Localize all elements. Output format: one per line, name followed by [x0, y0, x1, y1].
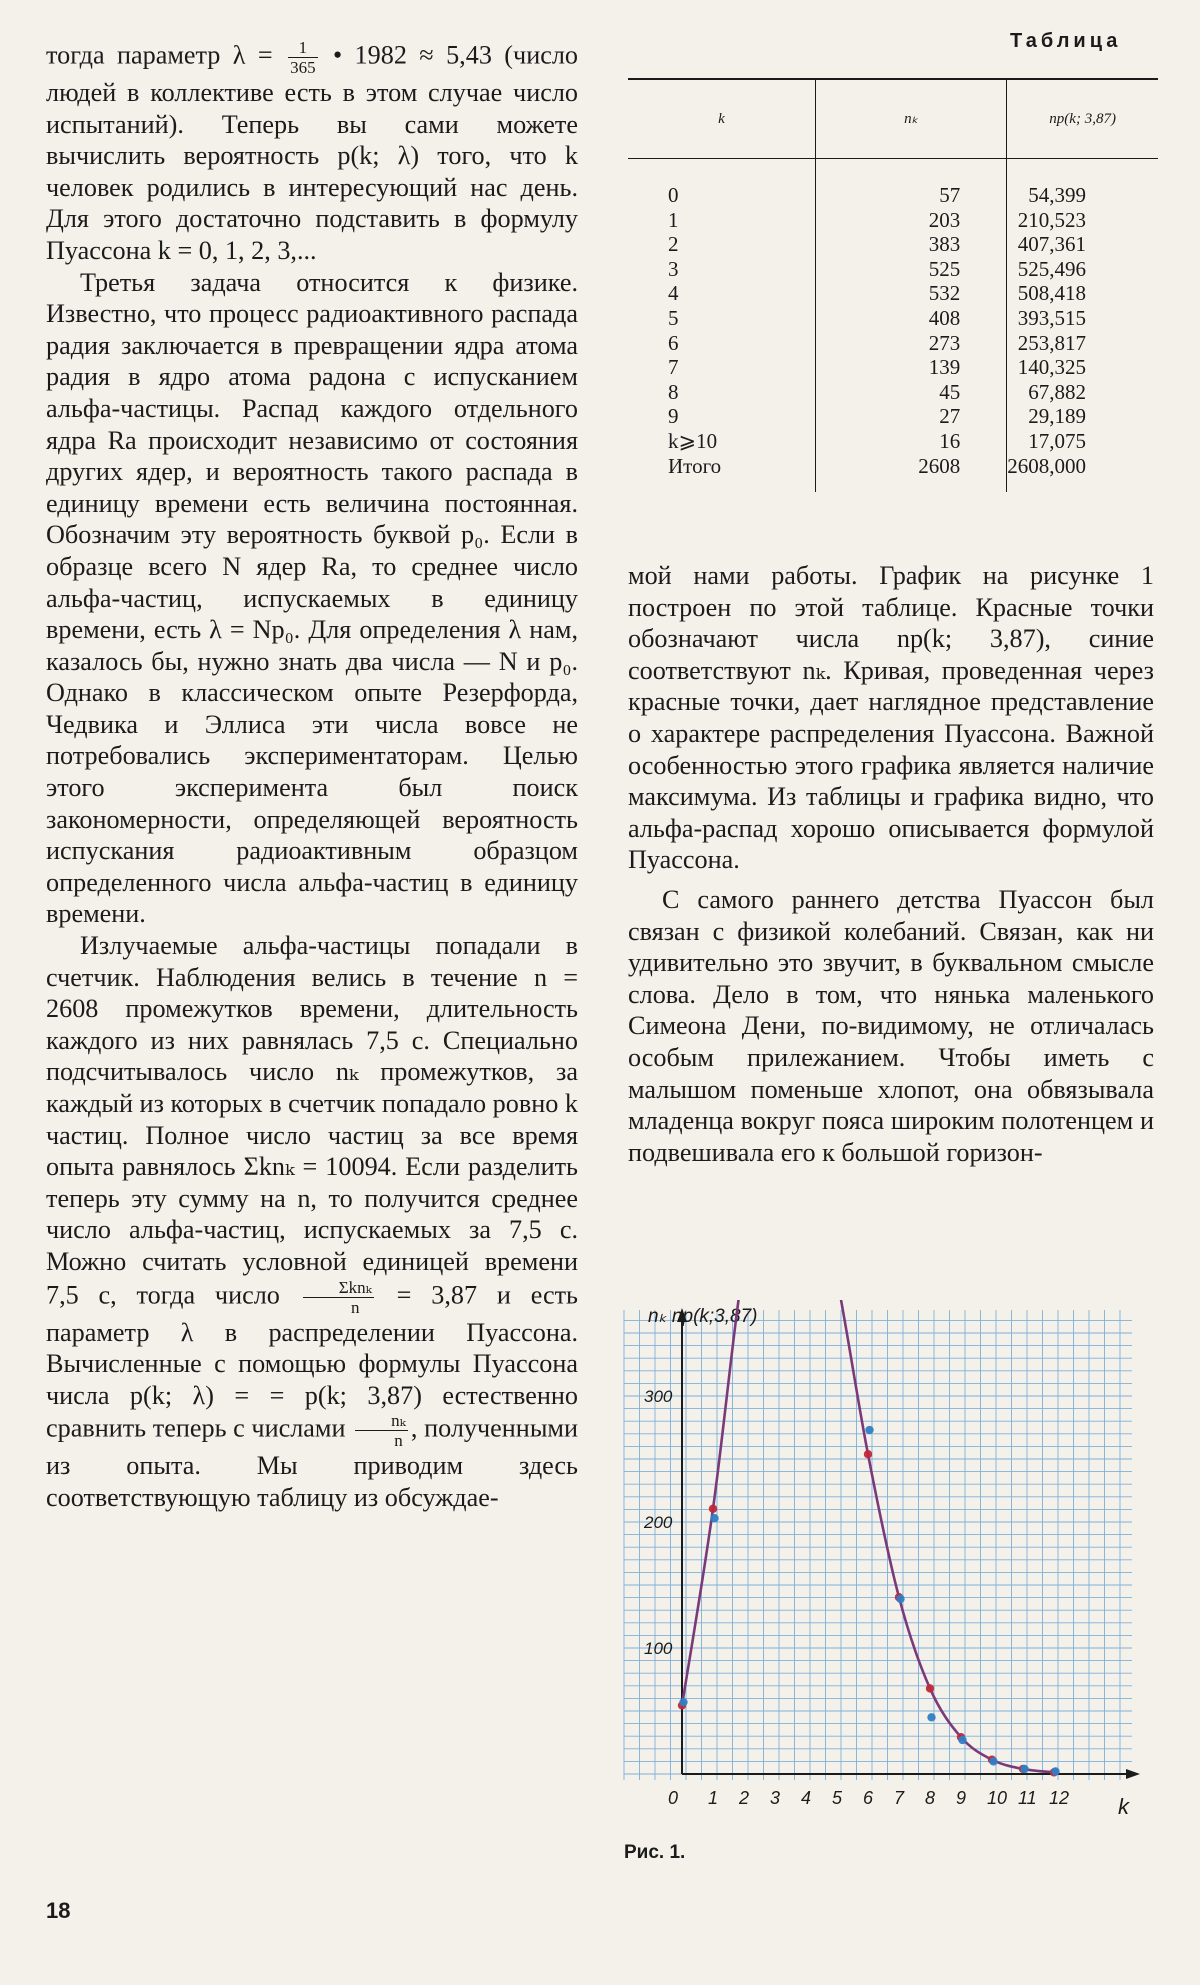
table-body [628, 159, 1158, 493]
cell-npk: 67,882 [1028, 379, 1086, 404]
cell-nk: 16 [815, 429, 1006, 454]
cell-k: Итого [668, 453, 722, 478]
right-paragraph-2: С самого раннего детства Пуассон был связан с физикой колебаний. Связан, как ни удивительно это звучит, в буквальном смысле слова. Дело в том, что нянька маленького Симеона Дени, по-видимому, не отличалась особым прилежанием. Чтобы иметь с малышом поменьше хлопот, она обвязывала младенца вокруг пояса широким полотенцем и подвешивала его к большой горизон- [628, 884, 1154, 1167]
left-column [46, 38, 578, 1514]
blue-point [958, 1736, 966, 1744]
cell-k: 8 [668, 379, 679, 404]
right-paragraph-1: мой нами работы. График на рисунке 1 построен по этой таблице. Красные точки обозначают числа np(k; 3,87), синие соответствуют nₖ. Кривая, проведенная через красные точки, дает наглядное представление о характере распределения Пуассона. Важной особенностью этого графика является наличие максимума. Из таблицы и графика видно, что альфа-распад хорошо описывается формулой Пуассона. [628, 561, 1154, 875]
cell-k: 7 [668, 355, 679, 380]
red-point [926, 1684, 934, 1692]
x-tick-label: 12 [1049, 1788, 1070, 1808]
cell-k: 3 [668, 256, 679, 281]
right-column [628, 560, 1154, 1168]
blue-point [1020, 1765, 1028, 1773]
figure-caption: Рис. 1. [624, 1842, 686, 1863]
cell-nk: 525 [815, 257, 1006, 282]
blue-point [865, 1426, 873, 1434]
cell-k: 0 [668, 183, 679, 207]
cell-npk: 407,361 [1017, 232, 1086, 257]
cell-nk: 139 [815, 355, 1006, 380]
table-row [628, 404, 1158, 429]
x-tick-label: 6 [863, 1788, 874, 1808]
y-tick-label: 300 [644, 1387, 673, 1406]
table-row [628, 281, 1158, 306]
cell-nk: 408 [815, 306, 1006, 331]
cell-npk: 253,817 [1017, 330, 1086, 355]
table-row [628, 454, 1158, 493]
x-tick-label: 3 [770, 1788, 781, 1808]
left-paragraph-1: тогда параметр λ = $\frac{1}{365}$ • 1982 ≈ 5,43 (число людей в коллективе есть в этом случае число испытаний). Теперь вы сами можете вычислить вероятность p(k; λ) того, что k человек родились в интересующий нас день. Для этого достаточно подставить в формулу Пуассона k = 0, 1, 2, 3,... [46, 38, 579, 265]
cell-npk: 54,399 [1028, 183, 1086, 207]
cell-npk: 140,325 [1017, 355, 1086, 380]
blue-point [927, 1713, 935, 1721]
header-k: k [628, 79, 815, 159]
blue-point [710, 1514, 718, 1522]
poisson-table [628, 78, 1158, 492]
cell-nk: 383 [815, 232, 1006, 257]
cell-k: 5 [668, 305, 679, 330]
cell-k: 4 [668, 281, 679, 306]
table-row [628, 208, 1158, 233]
cell-k: k⩾10 [668, 428, 718, 453]
cell-npk: 525,496 [1017, 256, 1086, 281]
y-tick-label: 200 [644, 1513, 673, 1532]
x-tick-label: 0 [668, 1788, 679, 1808]
x-tick-label: 10 [987, 1788, 1008, 1808]
x-tick-label: 1 [708, 1788, 719, 1808]
table-row [628, 306, 1158, 331]
cell-nk: 57 [815, 183, 1006, 208]
x-tick-label: 9 [956, 1788, 967, 1808]
header-nk: nₖ [815, 79, 1006, 159]
y-axis-label: nₖ np(k;3,87) [648, 1306, 758, 1327]
x-tick-label: 8 [925, 1788, 936, 1808]
x-tick-label: 4 [801, 1788, 812, 1808]
header-npk: np(k; 3,87) [1007, 79, 1158, 159]
fraction-1-over-365: $\frac{1}{365}$ [290, 38, 316, 77]
cell-nk: 45 [815, 380, 1006, 405]
page-number: 18 [46, 1898, 71, 1923]
cell-nk: 203 [815, 208, 1006, 233]
left-paragraph-2: Третья задача относится к физике. Известно, что процесс радиоактивного распада радия заключается в превращении ядра атома радия в ядро атома радона с испусканием альфа-частицы. Распад каждого отдельного ядра Ra происходит независимо от состояния других ядер, и вероятность такого распада в единицу времени есть величина постоянная. Обозначим эту вероятность буквой p₀. Если в образце всего N ядер Ra, то среднее число альфа-частиц, испускаемых в единицу времени, есть λ = Np₀. Для определения λ нам, казалось бы, нужно знать два числа — N и p₀. Однако в классическом опыте Резерфорда, Чедвика и Эллиса эти числа вовсе не потребовались экспериментаторам. Целью этого эксперимента был поиск закономерности, определяющей вероятность испускания радиоактивным образцом определенного числа альфа-частиц в единицу времени. [46, 267, 578, 929]
blue-point [896, 1595, 904, 1603]
x-axis-label: k [1118, 1794, 1129, 1819]
table-row [628, 232, 1158, 257]
y-tick-label: 100 [644, 1639, 673, 1658]
table-row [628, 257, 1158, 282]
cell-npk: 2608,000 [1007, 453, 1086, 478]
x-axis-arrow [1126, 1769, 1140, 1779]
table-title: Таблица [1010, 30, 1122, 52]
cell-k: 2 [668, 232, 679, 257]
table-header-row [628, 79, 1158, 159]
poisson-chart [620, 1300, 1140, 1830]
blue-point [989, 1757, 997, 1765]
cell-npk: 17,075 [1028, 428, 1086, 453]
cell-k: 6 [668, 330, 679, 355]
cell-k: 9 [668, 404, 679, 429]
red-point [709, 1505, 717, 1513]
cell-npk: 29,189 [1028, 404, 1086, 429]
x-tick-label: 7 [894, 1788, 905, 1808]
fraction-nk-over-n: $\frac{\text{nₖ}}{n}$ [355, 1411, 408, 1450]
red-point [864, 1450, 872, 1458]
x-tick-label: 5 [832, 1788, 843, 1808]
blue-point [1051, 1767, 1059, 1775]
blue-point [679, 1698, 687, 1706]
x-tick-label: 11 [1018, 1788, 1037, 1808]
table-row [628, 429, 1158, 454]
cell-k: 1 [668, 207, 679, 232]
cell-npk: 210,523 [1017, 207, 1086, 232]
x-tick-label: 2 [739, 1788, 750, 1808]
table-row [628, 183, 1158, 208]
cell-nk: 2608 [815, 454, 1006, 493]
left-paragraph-3: Излучаемые альфа-частицы попадали в счетчик. Наблюдения велись в течение n = 2608 промежутков времени, длительность каждого из них равнялась 7,5 с. Специально подсчитывалось число nₖ промежутков, за каждый из которых в счетчик попадало ровно k частиц. Полное число частиц за все время опыта равнялось Σknₖ = 10094. Если разделить теперь эту сумму на n, то получится среднее число альфа-частиц, испускаемых за 7,5 с. Можно считать условной единицей времени 7,5 с, тогда число $\frac{\text{Σknₖ}}{n}$ = 3,87 и есть параметр λ в распределении Пуассона. Вычисленные с помощью формулы Пуассона числа p(k; λ) = = p(k; 3,87) естественно сравнить теперь с числами $\frac{\text{nₖ}}{n}$ , полученными из опыта. Мы приводим здесь соответствующую таблицу из обсуждае- [46, 931, 578, 1512]
table-row [628, 355, 1158, 380]
cell-nk: 27 [815, 404, 1006, 429]
fraction-sum-knk-over-n: $\frac{\text{Σknₖ}}{n}$ [303, 1278, 374, 1317]
cell-nk: 273 [815, 331, 1006, 356]
cell-npk: 393,515 [1017, 305, 1086, 330]
cell-nk: 532 [815, 281, 1006, 306]
cell-npk: 508,418 [1017, 281, 1086, 306]
table-row [628, 331, 1158, 356]
table-row [628, 380, 1158, 405]
